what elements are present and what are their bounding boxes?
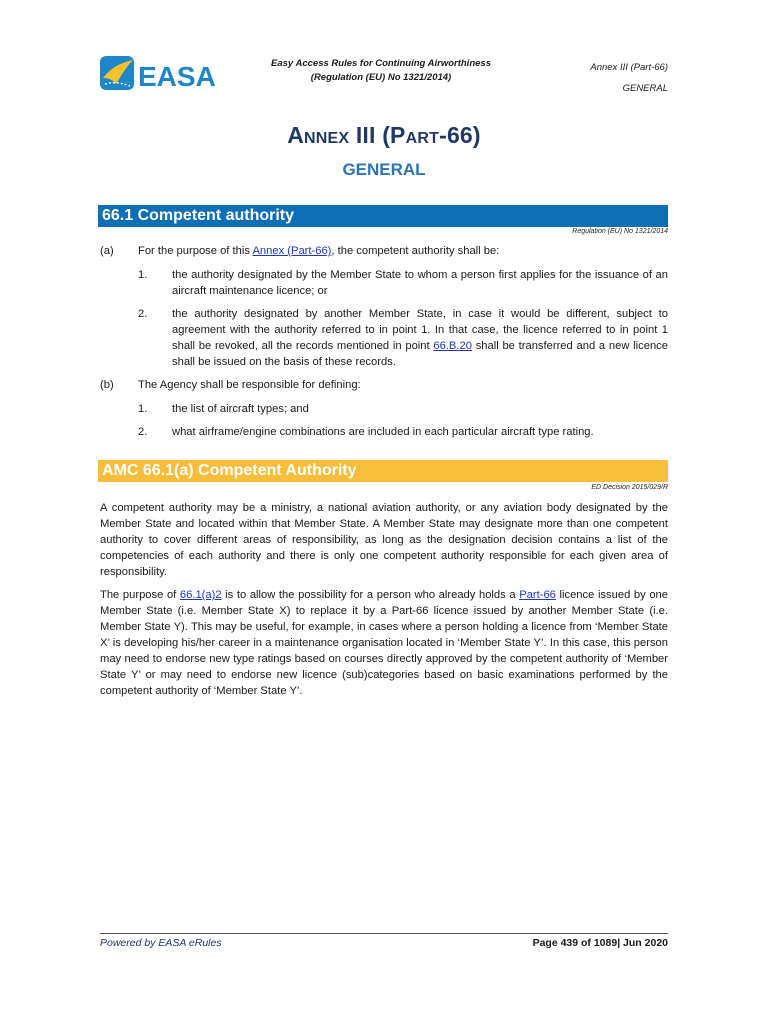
header-section: GENERAL — [622, 83, 668, 94]
66-b-20-link[interactable]: 66.B.20 — [433, 340, 472, 352]
clause-label-a: (a) — [100, 245, 114, 257]
clause-a-text — [138, 243, 668, 259]
item-number: 2. — [138, 426, 148, 438]
header-right — [590, 57, 668, 99]
para2-pre: The purpose of — [100, 589, 180, 601]
regulation-ref: Regulation (EU) No 1321/2014 — [572, 228, 668, 235]
para2-mid: is to allow the possibility for a person who already holds a — [221, 589, 520, 601]
amc-paragraph-2 — [100, 587, 668, 699]
clause-a-pre: For the purpose of this — [138, 245, 253, 257]
page-title: Annex III (Part-66) — [287, 122, 481, 148]
header-center — [236, 57, 526, 85]
amc-paragraph-1: A competent authority may be a ministry, a national aviation authority, or any aviation body designated by the Member State and located within that Member State. A Member State may designate more than one competent authority to cover different areas of responsibility, as long as the designation decision contains a list of the competencies of each authority and there is only one competent authority responsible for each given area of responsibility. — [100, 502, 668, 578]
66-1-a-2-link[interactable]: 66.1(a)2 — [179, 589, 222, 601]
clause-b-text: The Agency shall be responsible for defining: — [138, 379, 361, 391]
decision-ref: ED Decision 2015/029/R — [591, 484, 668, 491]
list-item: the authority designated by the Member State to whom a person first applies for the issuance of an aircraft maintenance licence; or — [172, 269, 668, 297]
item-text-post: shall be transferred and a new licence shall be issued on the basis of these records. — [172, 340, 668, 368]
annex-part-66-link[interactable]: Annex (Part-66) — [252, 245, 332, 257]
item-number: 1. — [138, 403, 148, 415]
item-number: 1. — [138, 269, 148, 281]
item-text-pre: the authority designated by another Member State, in case it would be different, subject to agreement with the authority referred to in point 1. In that case, the licence referred to in point 1 shall be revoked, all the records mentioned in point — [172, 308, 668, 352]
item-number: 2. — [138, 308, 148, 320]
header-title: Easy Access Rules for Continuing Airworthiness — [271, 58, 491, 69]
header-regulation: (Regulation (EU) No 1321/2014) — [310, 72, 452, 83]
easa-logo — [100, 54, 232, 94]
footer-divider — [100, 933, 668, 934]
list-item — [172, 306, 668, 370]
footer-page-number: Page 439 of 1089| Jun 2020 — [532, 937, 668, 949]
section-heading-66-1: 66.1 Competent authority — [98, 205, 668, 227]
para2-post: licence issued by one Member State (i.e. Member State X) to replace it by a Part-66 licence issued by another Member State (i.e. Member State Y). This may be useful, for example, in cases where a person holding a licence from ‘Member State X’ is developing his/her career in a maintenance organisation located in ‘Member State Y’. In this case, this person may need to endorse new type ratings based on courses directly approved by the competent authority of ‘Member State Y’ or may need to endorse new licence (sub)categories based on basic examinations performed by the competent authority of ‘Member State Y’. — [100, 589, 668, 697]
list-item: what airframe/engine combinations are included in each particular aircraft type rating. — [172, 426, 594, 438]
footer-powered-by: Powered by EASA eRules — [100, 937, 222, 949]
header-annex: Annex III (Part-66) — [590, 62, 668, 73]
clause-label-b: (b) — [100, 379, 114, 391]
logo-wordmark: EASA — [138, 61, 216, 92]
page-header — [0, 0, 768, 110]
part-66-link[interactable]: Part-66 — [519, 589, 556, 601]
page-subtitle: GENERAL — [342, 160, 426, 179]
section-heading-amc-66-1a: AMC 66.1(a) Competent Authority — [98, 460, 668, 482]
clause-a-post: , the competent authority shall be: — [331, 245, 500, 257]
list-item: the list of aircraft types; and — [172, 403, 309, 415]
